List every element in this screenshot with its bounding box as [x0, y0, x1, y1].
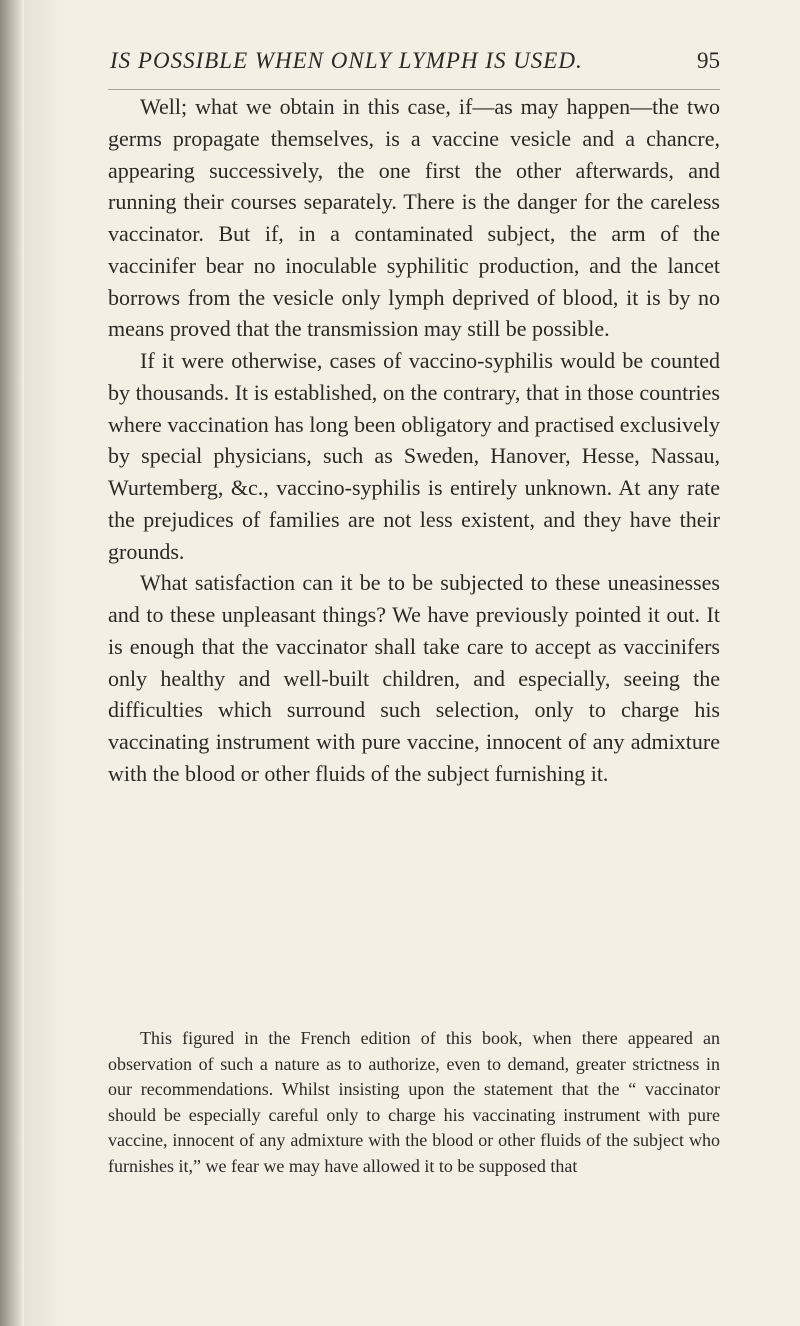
running-head: IS POSSIBLE WHEN ONLY LYMPH IS USED.: [110, 48, 583, 73]
body-text: [108, 91, 720, 790]
header-rule: [108, 89, 720, 90]
paragraph-2: If it were otherwise, cases of vaccino-syphilis would be counted by thousands. It is established, on the contrary, that in those countries where vaccination has long been obligatory and practised exclusively by special physicians, such as Sweden, Hanover, Hesse, Nassau, Wurtemberg, &c., vaccino-syphilis is entirely unknown. At any rate the prejudices of families are not less existent, and they have their grounds.: [108, 348, 720, 564]
paragraph-1: Well; what we obtain in this case, if—as may happen—the two germs propagate themselves, is a vaccine vesicle and a chancre, appearing successively, the one first the other afterwards, and running their courses separately. There is the danger for the careless vaccinator. But if, in a contaminated subject, the arm of the vaccinifer bear no inoculable syphilitic production, and the lancet borrows from the vesicle only lymph deprived of blood, it is by no means proved that the transmission may still be possible.: [108, 94, 720, 342]
page-header: [110, 48, 720, 78]
paragraph-3: What satisfaction can it be to be subjected to these uneasinesses and to these unpleasant things? We have previously pointed it out. It is enough that the vaccinator shall take care to accept as vaccinifers only healthy and well-built children, and especially, seeing the difficulties which surround such selection, only to charge his vaccinating instrument with pure vaccine, innocent of any admixture with the blood or other fluids of the subject furnishing it.: [108, 570, 720, 786]
footnote: This figured in the French edition of this book, when there appeared an observation of such a nature as to authorize, even to demand, greater strictness in our recommendations. Whilst insisting upon the statement that the “ vaccinator should be especially careful only to charge his vaccinating instrument with pure vaccine, innocent of any admixture with the blood or other fluids of the subject who furnishes it,” we fear we may have allowed it to be supposed that: [108, 1028, 720, 1176]
page-number: 95: [697, 48, 720, 73]
